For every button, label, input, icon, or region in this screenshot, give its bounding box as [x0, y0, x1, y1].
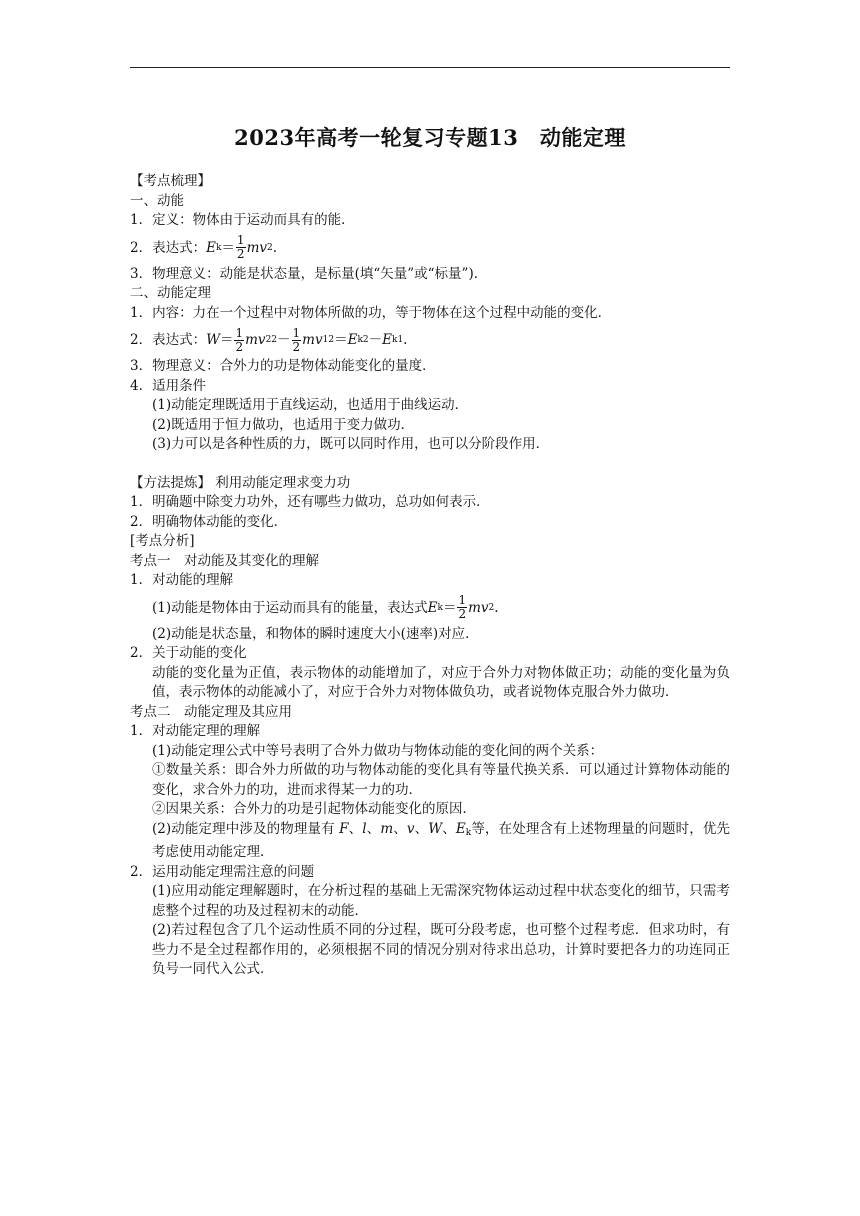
paragraph-item: (1)动能定理公式中等号表明了合外力做功与物体动能的变化间的两个关系：: [152, 742, 604, 759]
symbol: F: [339, 820, 349, 837]
paragraph-theorem-meaning: 3．物理意义：合外力的功是物体动能变化的量度．: [130, 358, 436, 374]
subtopic-heading: 2．运用动能定理需注意的问题: [130, 863, 315, 880]
subscript: k: [437, 602, 443, 613]
text-run: 等，在处理含有上述物理量的问题时，优先考虑使用动能定理．: [152, 820, 731, 860]
operator: ＝: [334, 332, 348, 348]
fraction: [234, 327, 244, 354]
condition-item: (2)既适用于恒力做功，也适用于变力做功．: [152, 416, 415, 433]
paragraph-physical-meaning: 3．物理意义：动能是状态量，是标量(填“矢量”或“标量”)．: [130, 265, 488, 282]
operator: ＝: [442, 599, 457, 616]
method-item: 1．明确题中除变力功外，还有哪些力做功，总功如何表示．: [130, 494, 490, 510]
formula-kinetic-energy: [130, 231, 730, 265]
formula-label: (1)动能是物体由于运动而具有的能量，表达式: [152, 599, 428, 616]
condition-item: (1)动能定理既适用于直线运动，也适用于曲线运动．: [152, 397, 469, 413]
section-heading-analysis: [考点分析]: [130, 533, 195, 549]
fraction: [457, 594, 467, 621]
subscript: k1: [391, 335, 404, 345]
subscript: 1: [322, 335, 329, 345]
paragraph-item-quantities: [130, 820, 730, 863]
punctuation: .: [403, 332, 408, 348]
paragraph-conditions: 4．适用条件: [130, 377, 207, 394]
subtopic-heading: 1．对动能的理解: [130, 572, 234, 588]
subtopic-heading: 1．对动能定理的理解: [130, 723, 261, 739]
formula-label: 2．表达式：: [130, 332, 207, 348]
text-run: (2)动能定理中涉及的物理量有: [152, 820, 340, 837]
operator: ＝: [219, 332, 234, 348]
formula-work-energy: [130, 323, 730, 357]
text-run: 、: [442, 820, 456, 837]
symbol: v: [406, 820, 415, 837]
fraction-numerator: 1: [458, 593, 467, 607]
symbol: m: [380, 820, 394, 837]
superscript: 2: [271, 335, 278, 345]
spacer: [130, 455, 730, 474]
paragraph-definition: 1．定义：物体由于运动而具有的能．: [130, 212, 355, 228]
fraction-denominator: 2: [236, 247, 245, 261]
fraction: [236, 234, 246, 261]
fraction-numerator: 1: [235, 325, 244, 340]
condition-item: (3)力可以是各种性质的力，既可以同时作用，也可以分阶段作用．: [152, 436, 550, 452]
paragraph-item: ①数量关系：即合外力所做的功与物体动能的变化具有等量代换关系．可以通过计算物体动能的变化，求合外力的功，进而求得某一力的功．: [152, 762, 730, 798]
subscript: k: [215, 242, 222, 253]
fraction: [292, 327, 302, 354]
paragraph-item: (1)应用动能定理解题时，在分析过程的基础上无需深究物体运动过程中状态变化的细节，只需考虑整个过程的功及过程初末的动能．: [152, 883, 730, 919]
operator: －: [368, 332, 383, 348]
page-title: 2023年高考一轮复习专题13 动能定理: [234, 125, 626, 150]
symbol: W: [428, 820, 443, 837]
part-heading-theorem: 二、动能定理: [130, 285, 211, 301]
formula-kinetic-energy-repeat: [130, 591, 730, 625]
subtopic-heading: 2．关于动能的变化: [130, 645, 247, 661]
text-run: 、: [393, 820, 407, 837]
superscript: 2: [488, 602, 495, 613]
symbol: mv: [468, 599, 489, 616]
paragraph-item: ②因果关系：合外力的功是引起物体动能变化的原因．: [152, 801, 476, 817]
punctuation: .: [272, 239, 278, 256]
subscript: k: [465, 827, 472, 838]
symbol: W: [206, 332, 220, 348]
operator: ＝: [221, 239, 235, 256]
paragraph-item: 动能的变化量为正值，表示物体的动能增加了，对应于合外力对物体做正功；动能的变化量为负值，表示物体的动能减小了，对应于合外力对物体做负功，或者说物体克服合外力做功．: [152, 664, 730, 700]
fraction-denominator: 2: [235, 339, 244, 354]
operator: －: [277, 332, 291, 348]
fraction-denominator: 2: [292, 339, 301, 354]
superscript: 2: [328, 335, 335, 345]
symbol: mv: [245, 332, 266, 348]
text-run: 、: [366, 820, 381, 837]
paragraph-item: (2)若过程包含了几个运动性质不同的分过程，既可分段考虑，也可整个过程考虑．但求功时，有些力不是全过程都作用的，必须根据不同的情况分别对待求出总功，计算时要把各力的功连同正负号一同代入公式．: [152, 922, 730, 977]
fraction-numerator: 1: [292, 325, 301, 340]
fraction-denominator: 2: [458, 607, 467, 621]
header-rule: [130, 67, 730, 68]
subscript: k2: [357, 335, 369, 345]
symbol: E: [206, 239, 216, 256]
fraction-numerator: 1: [236, 233, 245, 247]
formula-label: 2．表达式：: [130, 239, 207, 256]
symbol: E: [347, 332, 358, 348]
method-item: 2．明确物体动能的变化．: [130, 513, 288, 530]
topic-heading-one: 考点一 对动能及其变化的理解: [130, 552, 319, 569]
text-run: 、: [348, 820, 363, 837]
paragraph-content: 1．内容：力在一个过程中对物体所做的功，等于物体在这个过程中动能的变化．: [130, 304, 612, 321]
section-heading-kaodian: 【考点梳理】: [130, 173, 211, 189]
punctuation: .: [494, 599, 499, 616]
symbol: mv: [302, 332, 323, 348]
superscript: 2: [267, 242, 273, 253]
symbol: mv: [246, 239, 267, 256]
symbol: E: [455, 820, 466, 837]
symbol: E: [427, 599, 438, 616]
paragraph-item: (2)动能是状态量，和物体的瞬时速度大小(速率)对应．: [152, 625, 479, 642]
part-heading-kinetic-energy: 一、动能: [130, 192, 184, 209]
section-heading-method: 【方法提炼】 利用动能定理求变力功: [130, 474, 351, 491]
symbol: l: [362, 820, 367, 837]
text-run: 、: [414, 820, 429, 837]
document-body: [130, 172, 730, 980]
subscript: 2: [265, 335, 272, 345]
symbol: E: [382, 332, 392, 348]
topic-heading-two: 考点二 动能定理及其应用: [130, 703, 292, 720]
